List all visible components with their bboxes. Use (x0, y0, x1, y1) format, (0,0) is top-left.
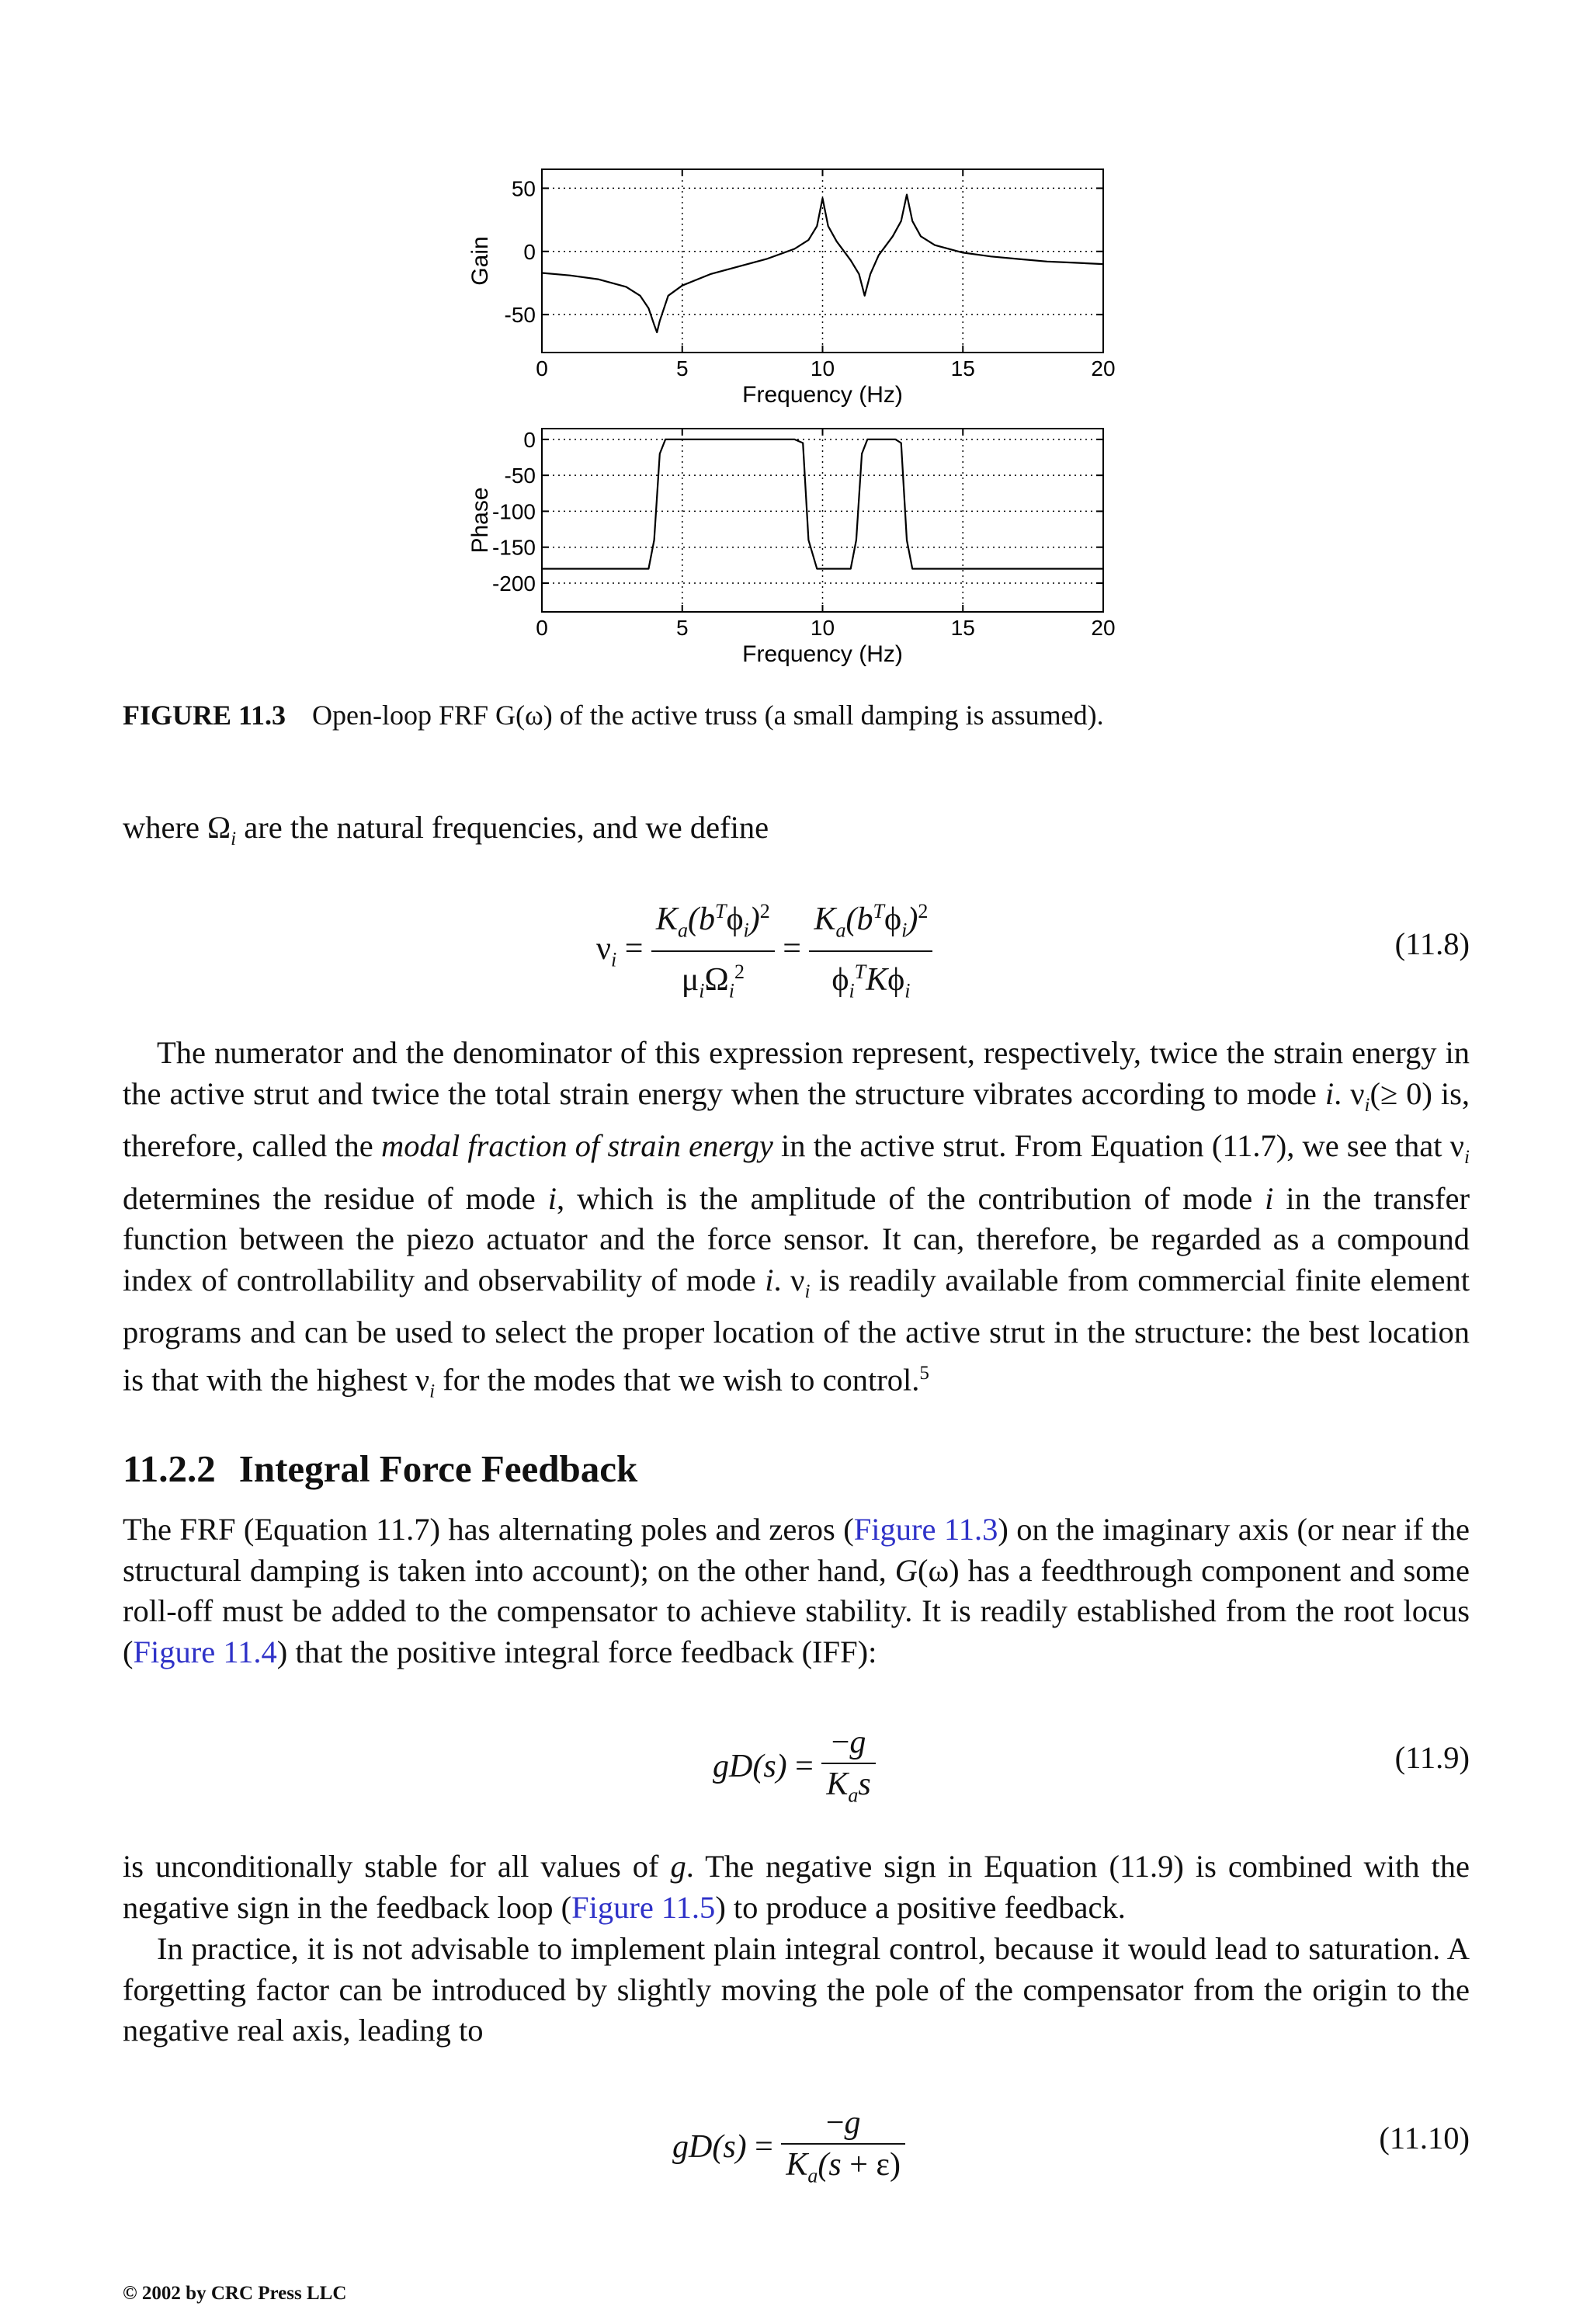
caption-label: FIGURE 11.3 (123, 700, 286, 731)
text-run: i (1265, 1180, 1274, 1216)
equation-number-11-10: (11.10) (1379, 2121, 1470, 2156)
y-tick-label: -50 (504, 303, 536, 328)
equation-11-8: $\nu_i$ = $\frac{K_a(b^T\phi_i)^2}{\mu_i\Omega_i^2}$ = $\frac{K_a(b^T\phi_i)^2}{\phi_i^TK\phi_i}$ (596, 891, 932, 1012)
text-run: in the active strut. From Equation (11.7), we see that ν (772, 1128, 1464, 1164)
x-tick-label: 5 (675, 356, 689, 380)
x-tick-label: 15 (950, 616, 975, 640)
x-tick-label: 10 (810, 616, 835, 640)
gain-plot (467, 169, 1116, 408)
x-tick-label: 10 (810, 356, 835, 380)
text-run: ) on the imaginary axis (or near if the structural damping is taken into account); on the other hand, (123, 1512, 1470, 1588)
figure-link[interactable]: Figure 11.3 (853, 1512, 998, 1547)
x-tick-label: 5 (675, 616, 689, 640)
y-tick-label: -100 (491, 499, 536, 524)
paragraph-modal-fraction (123, 1033, 1470, 1412)
text-run: . The negative sign in Equation (11.9) is combined with the negative sign in the feedback loop ( (123, 1849, 1470, 1925)
x-axis-label: Frequency (Hz) (742, 641, 903, 667)
equation-11-10: gD(s) = $\frac{-g}{K_a(s + \varepsilon)}$ (672, 2103, 905, 2196)
equation-11-9: gD(s) = $\frac{-g}{K_as}$ (713, 1722, 876, 1815)
x-tick-label: 0 (536, 616, 548, 640)
section-heading (123, 1446, 637, 1492)
text-run: The FRF (Equation 11.7) has alternating poles and zeros ( (123, 1512, 854, 1547)
y-tick-label: -50 (504, 464, 536, 488)
paragraph-iff-intro (123, 1509, 1470, 1673)
text-run: (ω) has a feedthrough component and some roll-off must be added to the compensator to achieve stability. It is readily established from the root locus ( (123, 1552, 1470, 1669)
text-run: (≥ 0) is, therefore, called the (123, 1075, 1470, 1164)
y-tick-label: -200 (491, 571, 536, 596)
text-run: i (1464, 1147, 1470, 1169)
x-tick-label: 15 (950, 356, 975, 380)
equation-number-11-9: (11.9) (1394, 1740, 1470, 1775)
text-run: i (547, 1180, 557, 1216)
section-number: 11.2.2 (123, 1447, 216, 1490)
y-tick-label: 50 (511, 176, 536, 201)
text-run: modal fraction of strain energy (380, 1128, 773, 1164)
y-tick-label: -150 (491, 535, 536, 560)
text-run: determines the residue of mode (123, 1180, 548, 1216)
text-run: i (804, 1280, 811, 1302)
paragraph-forgetting-factor: In practice, it is not advisable to implement plain integral control, because it would lead to saturation. A forgetting factor can be introduced by slightly moving the pole of the compensator from the origin to the negative real axis, leading to (123, 1931, 1470, 2048)
text-run: , which is the amplitude of the contribution of mode (556, 1180, 1265, 1216)
text-run: is readily available from commercial finite element programs and can be used to select the proper location of the active strut in the structure: the best location is that with the highest ν (123, 1262, 1470, 1398)
x-tick-label: 0 (536, 356, 548, 380)
text-run: is unconditionally stable for all values of (123, 1849, 671, 1884)
figure-link[interactable]: Figure 11.4 (133, 1634, 277, 1669)
text-run: i (1364, 1094, 1370, 1116)
x-axis-label: Frequency (Hz) (742, 382, 903, 408)
y-tick-label: 0 (523, 427, 536, 452)
text-run: in the transfer function between the piezo actuator and the force sensor. It can, therefore, be regarded as a compound index of controllability and observability of mode (123, 1180, 1470, 1297)
figure-11-3 (0, 0, 1590, 683)
text-run: i (429, 1381, 436, 1402)
x-tick-label: 20 (1091, 616, 1116, 640)
text-run: The numerator and the denominator of this expression represent, respectively, twice the strain energy in the active strut and twice the total strain energy when the structure vibrates according to mode (123, 1035, 1470, 1111)
copyright-footer: © 2002 by CRC Press LLC (123, 2283, 347, 2304)
section-title: Integral Force Feedback (238, 1447, 638, 1490)
equation-number-11-8: (11.8) (1394, 926, 1470, 961)
text-run: i (1324, 1075, 1335, 1111)
caption-text: Open-loop FRF G(ω) of the active truss (a small damping is assumed). (312, 700, 1104, 731)
text-run: i (765, 1262, 774, 1297)
intro-line: where $\Omega_i$ are the natural frequencies, and we define (123, 810, 769, 850)
figure-link[interactable]: Figure 11.5 (571, 1889, 716, 1925)
y-axis-label: Phase (467, 487, 493, 554)
text-run: g (670, 1849, 686, 1884)
text-run: ) that the positive integral force feedback (IFF): (276, 1634, 877, 1669)
phase-plot (467, 428, 1116, 667)
text-run: . ν (1334, 1075, 1365, 1111)
paragraph-stability (123, 1846, 1470, 1928)
x-tick-label: 20 (1091, 356, 1116, 380)
figure-caption (123, 697, 1470, 733)
y-tick-label: 0 (523, 239, 536, 264)
text-run: for the modes that we wish to control. (435, 1362, 920, 1398)
text-run: . ν (773, 1262, 805, 1297)
text-run: ) to produce a positive feedback. (715, 1889, 1126, 1925)
text-run: 5 (919, 1362, 929, 1384)
y-axis-label: Gain (467, 236, 493, 286)
text-run: G (894, 1552, 918, 1588)
